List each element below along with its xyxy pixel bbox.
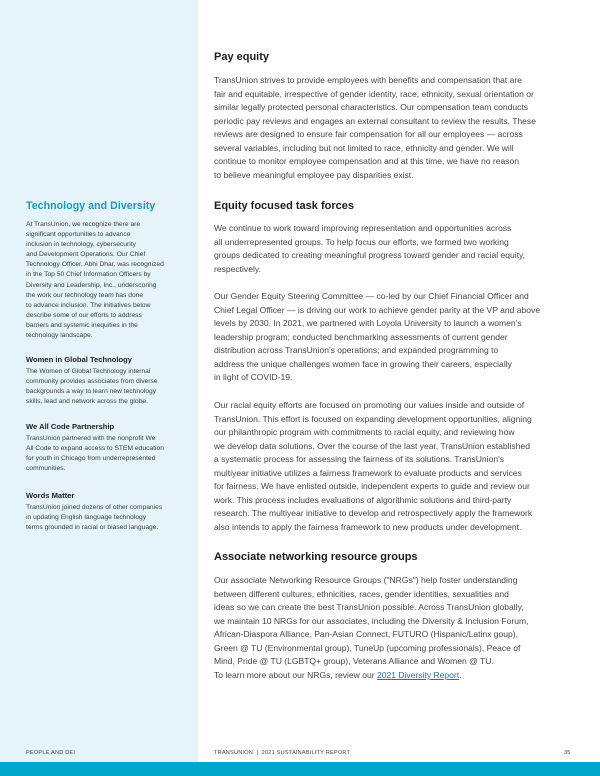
text-line: inclusion in technology, cybersecurity (26, 241, 136, 249)
text-line: fair and equitable, irrespective of gender identity, race, ethnicity, sexual orientation or (214, 88, 534, 99)
heading-pay-equity: Pay equity (214, 51, 270, 63)
sidebar-section-women-in-global-technology (26, 355, 190, 407)
text-line: communities. (26, 465, 66, 473)
text-line: The Women of Global Technology internal (26, 368, 151, 375)
text-line: describe some of our efforts to address (26, 311, 142, 319)
heading-networking-resource-groups: Associate networking resource groups (214, 551, 418, 563)
text-line: several variables, including but not limited to race, ethnicity and gender. We will (214, 142, 514, 153)
text-line: backgrounds a way to learn new technology (26, 388, 157, 396)
task-forces-para-2 (214, 290, 594, 385)
text-line: a systematic process for assessing the fairness of its solutions. TransUnion's (214, 454, 504, 465)
text-line: groups dedicated to creating meaningful progress toward gender and racial equity, (214, 250, 526, 261)
text-line: All Code to expand access to STEM education (26, 445, 164, 453)
text-line: similar legally protected personal characteristics. Our compensation team conducts (214, 102, 529, 113)
text-line: At TransUnion, we recognize there are (26, 221, 141, 228)
text-line: Technology Officer, Abhi Dhar, was recognized (26, 261, 164, 269)
sidebar-section-title: Words Matter (26, 491, 75, 500)
text-line: and Development Operations. Our Chief (26, 251, 146, 259)
diversity-report-link[interactable]: 2021 Diversity Report (376, 669, 460, 680)
pay-equity-text (214, 74, 594, 182)
text-line: TransUnion. This effort is focused on expanding development opportunities, aligning (214, 413, 532, 424)
text-line: TransUnion strives to provide employees with benefits and compensation that are (214, 75, 523, 85)
bottom-accent-bar (0, 762, 600, 776)
text-line: barriers and systemic inequities in the (26, 321, 138, 329)
text-line: significant opportunities to advance (26, 231, 131, 239)
sidebar-title: Technology and Diversity (26, 200, 156, 212)
text-line: in updating English language technology (26, 514, 147, 522)
text-line: We continue to work toward improving representation and opportunities across (214, 223, 512, 233)
heading-equity-task-forces: Equity focused task forces (214, 200, 354, 212)
text-line: African-Diaspora Alliance, Pan-Asian Connect, FUTURO (Hispanic/Latinx goup), (214, 629, 519, 640)
text-line: Our Gender Equity Steering Committee — co-led by our Chief Financial Officer and (214, 291, 529, 301)
nrg-last-line-prefix: To learn more about our NRGs, review our (214, 669, 377, 680)
text-line: respectively. (214, 263, 261, 274)
sidebar-section-text (26, 434, 190, 474)
footer-report-title: TRANSUNION | 2021 SUSTAINABILITY REPORT (214, 750, 351, 756)
text-line: distribution across TransUnion's operations; and expanded programming to (214, 345, 499, 356)
nrg-last-line (214, 669, 594, 683)
text-line: we maintain 10 NRGs for our associates, including the Diversity & Inclusion Forum, (214, 615, 529, 626)
text-line: periodic pay reviews and engages an external consultant to review the results. These (214, 115, 536, 126)
text-line: to believe meaningful employee pay disparities exist. (214, 169, 414, 180)
text-line: terms grounded in racial or biased language. (26, 524, 159, 532)
sidebar-section-title: Women in Global Technology (26, 355, 133, 364)
nrg-last-line-suffix: . (459, 669, 462, 680)
text-line: address the unique challenges women face in growing their careers, especially (214, 358, 512, 369)
text-line: levels by 2030. In 2021, we partnered with Loyola University to launch a women's (214, 318, 522, 329)
text-line: to advance inclusion. The initiatives below (26, 301, 151, 309)
text-line: our philanthropic program with commitments to racial equity, and reviewing how (214, 427, 515, 438)
text-line: ideas so we can create the best TransUnion possible. Across TransUnion globally, (214, 602, 524, 613)
task-forces-para-3 (214, 399, 594, 534)
text-line: TransUnion partnered with the nonprofit We (26, 435, 156, 442)
text-line: between different cultures, ethnicities, races, gender identities, sexualities and (214, 588, 509, 599)
text-line: for fairness. We have enlisted outside, independent experts to guide and review our (214, 481, 530, 492)
text-line: in light of COVID-19. (214, 372, 293, 383)
text-line: Chief Legal Officer — is driving our work to achieve gender parity at the VP and above (214, 304, 541, 315)
text-line: the work our technology team has done (26, 291, 144, 299)
text-line: research. The multiyear initiative to develop and retrospectively apply the framework (214, 508, 533, 519)
sidebar-panel (0, 0, 198, 762)
text-line: Our associate Networking Resource Groups ("NRGs") help foster understanding (214, 575, 518, 585)
text-line: TransUnion joined dozens of other companies (26, 504, 163, 511)
text-line: for youth in Chicago from underrepresented (26, 455, 156, 463)
nrg-lines (214, 574, 594, 669)
text-line: all underrepresented groups. To help focus our efforts, we formed two working (214, 236, 509, 247)
text-line: reviews are designed to ensure fair compensation for all our employees — across (214, 129, 523, 140)
nrg-text (214, 574, 594, 682)
text-line: continue to monitor employee compensation and at this time, we have no reason (214, 156, 520, 167)
text-line: Green @ TU (Environmental group), TuneUp (upcoming professionals), Peace of (214, 642, 521, 653)
sidebar-section-text (26, 503, 190, 533)
footer-section-label: PEOPLE AND DEI (26, 750, 76, 756)
task-forces-para-1 (214, 222, 594, 276)
text-line: work. This process includes evaluations of algorithmic solutions and third-party (214, 494, 512, 505)
sidebar-section-text (26, 367, 190, 407)
footer-page-number: 35 (564, 750, 571, 756)
text-line: Mind, Pride @ TU (LGBTQ+ group), Veterans Alliance and Women @ TU. (214, 656, 494, 667)
text-line: skills, lead and network across the globe. (26, 398, 148, 406)
text-line: we develop data solutions. Over the course of the last year, TransUnion established (214, 440, 530, 451)
text-line: technology landscape. (26, 332, 93, 340)
text-line: Our racial equity efforts are focused on promoting our values inside and outside of (214, 400, 525, 410)
text-line: also intends to apply the fairness framework to new products under development. (214, 521, 522, 532)
text-line: community provides associates from diverse (26, 378, 158, 386)
text-line: Diversity and Leadership, Inc., underscoring (26, 281, 157, 289)
text-line: leadership program; conducted benchmarking assessments of current gender (214, 331, 508, 342)
text-line: multiyear initiative utilizes a fairness framework to evaluate products and services (214, 467, 522, 478)
sidebar-section-words-matter (26, 491, 190, 533)
sidebar-intro (26, 220, 190, 341)
sidebar-section-we-all-code (26, 422, 190, 474)
text-line: in the Top 50 Chief Information Officers by (26, 271, 151, 279)
sidebar-section-title: We All Code Partnership (26, 422, 115, 431)
